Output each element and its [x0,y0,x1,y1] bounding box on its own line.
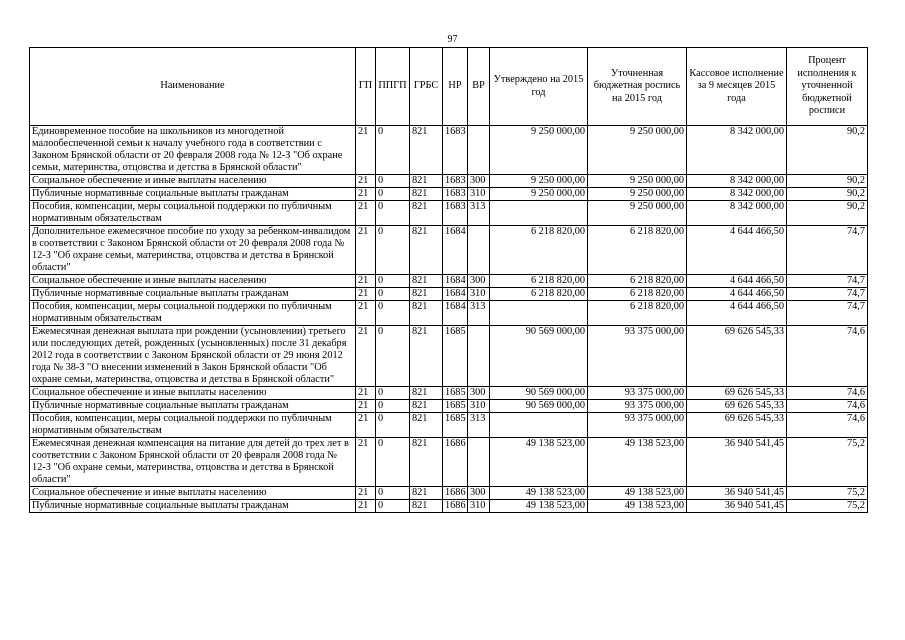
cell-ppgp: 0 [376,387,410,400]
cell-gp: 21 [356,487,376,500]
header-ppgp: ППГП [376,48,410,126]
cell-approved: 9 250 000,00 [490,175,588,188]
cell-approved: 90 569 000,00 [490,387,588,400]
cell-approved: 90 569 000,00 [490,400,588,413]
cell-approved: 6 218 820,00 [490,226,588,275]
cell-gp: 21 [356,275,376,288]
cell-grbs: 821 [410,438,443,487]
cell-grbs: 821 [410,500,443,513]
cell-approved: 6 218 820,00 [490,275,588,288]
cell-np: 1683 [443,201,468,226]
cell-refined: 9 250 000,00 [588,188,687,201]
cell-vr: 310 [468,288,490,301]
cell-gp: 21 [356,226,376,275]
header-percent: Процент исполнения к уточненной бюджетной росписи [787,48,868,126]
cell-np: 1685 [443,413,468,438]
cell-refined: 49 138 523,00 [588,487,687,500]
cell-percent: 74,6 [787,400,868,413]
cell-vr: 300 [468,175,490,188]
cell-cash: 69 626 545,33 [687,413,787,438]
cell-ppgp: 0 [376,188,410,201]
cell-approved: 6 218 820,00 [490,288,588,301]
cell-percent: 74,7 [787,288,868,301]
cell-name: Дополнительное ежемесячное пособие по уходу за ребенком-инвалидом в соответствии с Законом Брянской области от 20 февраля 2008 года № 12-З "Об охране семьи, материнства, отцовства и детства в Брянской области" [30,226,356,275]
cell-refined: 93 375 000,00 [588,387,687,400]
table-row [30,175,868,188]
cell-grbs: 821 [410,326,443,387]
cell-np: 1686 [443,487,468,500]
cell-percent: 75,2 [787,500,868,513]
cell-percent: 74,6 [787,387,868,400]
cell-refined: 9 250 000,00 [588,175,687,188]
cell-approved: 49 138 523,00 [490,438,588,487]
cell-np: 1683 [443,126,468,175]
cell-percent: 75,2 [787,487,868,500]
header-gp: ГП [356,48,376,126]
cell-name: Пособия, компенсации, меры социальной поддержки по публичным нормативным обязательствам [30,201,356,226]
cell-vr: 310 [468,188,490,201]
cell-ppgp: 0 [376,500,410,513]
cell-ppgp: 0 [376,400,410,413]
cell-np: 1684 [443,288,468,301]
cell-ppgp: 0 [376,275,410,288]
cell-gp: 21 [356,175,376,188]
table-row [30,400,868,413]
cell-np: 1685 [443,387,468,400]
header-approved: Утверждено на 2015 год [490,48,588,126]
cell-grbs: 821 [410,400,443,413]
cell-name: Публичные нормативные социальные выплаты гражданам [30,288,356,301]
cell-refined: 93 375 000,00 [588,400,687,413]
cell-vr [468,326,490,387]
cell-percent: 75,2 [787,438,868,487]
cell-gp: 21 [356,201,376,226]
cell-name: Социальное обеспечение и иные выплаты населению [30,387,356,400]
cell-name: Пособия, компенсации, меры социальной поддержки по публичным нормативным обязательствам [30,413,356,438]
cell-ppgp: 0 [376,226,410,275]
cell-cash: 8 342 000,00 [687,126,787,175]
cell-gp: 21 [356,188,376,201]
cell-refined: 6 218 820,00 [588,288,687,301]
cell-name: Социальное обеспечение и иные выплаты населению [30,175,356,188]
cell-gp: 21 [356,438,376,487]
cell-name: Ежемесячная денежная выплата при рождении (усыновлении) третьего или последующих детей, рожденных (усыновленных) после 31 декабря 2012 года в соответствии с Законом Брянской области от 29 июня 2012 года № 38-З "О внесении изменений в Закон Брянской области "Об охране семьи, материнства, отцовства и детства в Брянской области" [30,326,356,387]
table-row [30,326,868,387]
cell-grbs: 821 [410,201,443,226]
table-row [30,188,868,201]
table-row [30,413,868,438]
cell-percent: 74,7 [787,226,868,275]
cell-np: 1686 [443,438,468,487]
cell-vr [468,226,490,275]
cell-approved: 49 138 523,00 [490,487,588,500]
cell-cash: 36 940 541,45 [687,500,787,513]
cell-gp: 21 [356,126,376,175]
table-row [30,201,868,226]
cell-grbs: 821 [410,487,443,500]
table-row [30,301,868,326]
cell-vr: 300 [468,487,490,500]
cell-percent: 90,2 [787,188,868,201]
cell-cash: 36 940 541,45 [687,438,787,487]
table-row [30,275,868,288]
cell-approved: 9 250 000,00 [490,188,588,201]
cell-refined: 49 138 523,00 [588,500,687,513]
cell-np: 1684 [443,275,468,288]
cell-cash: 8 342 000,00 [687,201,787,226]
cell-grbs: 821 [410,226,443,275]
cell-gp: 21 [356,301,376,326]
cell-vr: 313 [468,301,490,326]
header-refined: Уточненная бюджетная роспись на 2015 год [588,48,687,126]
cell-ppgp: 0 [376,438,410,487]
table-row [30,226,868,275]
cell-ppgp: 0 [376,175,410,188]
cell-gp: 21 [356,400,376,413]
cell-percent: 74,6 [787,413,868,438]
budget-table [29,47,868,513]
cell-np: 1686 [443,500,468,513]
cell-grbs: 821 [410,288,443,301]
cell-refined: 9 250 000,00 [588,126,687,175]
cell-name: Социальное обеспечение и иные выплаты населению [30,487,356,500]
cell-vr: 300 [468,275,490,288]
cell-gp: 21 [356,413,376,438]
cell-gp: 21 [356,387,376,400]
cell-cash: 4 644 466,50 [687,275,787,288]
cell-ppgp: 0 [376,487,410,500]
cell-percent: 90,2 [787,126,868,175]
table-row [30,500,868,513]
header-grbs: ГРБС [410,48,443,126]
cell-name: Публичные нормативные социальные выплаты гражданам [30,500,356,513]
cell-refined: 49 138 523,00 [588,438,687,487]
cell-percent: 74,7 [787,275,868,288]
cell-cash: 36 940 541,45 [687,487,787,500]
cell-grbs: 821 [410,175,443,188]
cell-refined: 93 375 000,00 [588,413,687,438]
cell-vr: 313 [468,201,490,226]
cell-np: 1685 [443,400,468,413]
cell-approved [490,301,588,326]
cell-ppgp: 0 [376,288,410,301]
cell-refined: 6 218 820,00 [588,301,687,326]
cell-cash: 8 342 000,00 [687,175,787,188]
cell-name: Социальное обеспечение и иные выплаты населению [30,275,356,288]
cell-vr: 300 [468,387,490,400]
cell-name: Публичные нормативные социальные выплаты гражданам [30,188,356,201]
cell-vr: 313 [468,413,490,438]
cell-grbs: 821 [410,387,443,400]
cell-np: 1683 [443,188,468,201]
cell-percent: 90,2 [787,175,868,188]
cell-name: Публичные нормативные социальные выплаты гражданам [30,400,356,413]
cell-ppgp: 0 [376,413,410,438]
cell-percent: 74,7 [787,301,868,326]
cell-percent: 74,6 [787,326,868,387]
cell-approved: 49 138 523,00 [490,500,588,513]
cell-gp: 21 [356,326,376,387]
cell-cash: 4 644 466,50 [687,288,787,301]
table-header-row [30,48,868,126]
header-cash: Кассовое исполнение за 9 месяцев 2015 года [687,48,787,126]
cell-cash: 69 626 545,33 [687,326,787,387]
cell-name: Ежемесячная денежная компенсация на питание для детей до трех лет в соответствии с Законом Брянской области от 20 февраля 2008 года № 12-З "Об охране семьи, материнства, отцовства и детства в Брянской области" [30,438,356,487]
cell-vr [468,126,490,175]
cell-vr: 310 [468,500,490,513]
cell-refined: 6 218 820,00 [588,226,687,275]
cell-ppgp: 0 [376,326,410,387]
cell-np: 1685 [443,326,468,387]
table-row [30,126,868,175]
cell-grbs: 821 [410,413,443,438]
header-np: НР [443,48,468,126]
cell-np: 1684 [443,301,468,326]
page-number: 97 [447,34,458,45]
cell-cash: 69 626 545,33 [687,400,787,413]
cell-grbs: 821 [410,301,443,326]
cell-ppgp: 0 [376,301,410,326]
cell-approved [490,413,588,438]
cell-grbs: 821 [410,188,443,201]
cell-refined: 9 250 000,00 [588,201,687,226]
cell-ppgp: 0 [376,126,410,175]
cell-np: 1684 [443,226,468,275]
cell-approved [490,201,588,226]
cell-vr: 310 [468,400,490,413]
cell-vr [468,438,490,487]
cell-np: 1683 [443,175,468,188]
cell-cash: 8 342 000,00 [687,188,787,201]
cell-ppgp: 0 [376,201,410,226]
table-row [30,387,868,400]
cell-cash: 4 644 466,50 [687,301,787,326]
cell-grbs: 821 [410,275,443,288]
cell-grbs: 821 [410,126,443,175]
header-name: Наименование [30,48,356,126]
table-row [30,438,868,487]
cell-cash: 69 626 545,33 [687,387,787,400]
cell-refined: 6 218 820,00 [588,275,687,288]
cell-cash: 4 644 466,50 [687,226,787,275]
cell-approved: 9 250 000,00 [490,126,588,175]
table-row [30,487,868,500]
cell-name: Пособия, компенсации, меры социальной поддержки по публичным нормативным обязательствам [30,301,356,326]
header-vr: ВР [468,48,490,126]
cell-refined: 93 375 000,00 [588,326,687,387]
cell-gp: 21 [356,288,376,301]
cell-percent: 90,2 [787,201,868,226]
table-row [30,288,868,301]
cell-gp: 21 [356,500,376,513]
cell-name: Единовременное пособие на школьников из многодетной малообеспеченной семьи к началу учебного года в соответствии с Законом Брянской области от 20 февраля 2008 года № 12-З "Об охране семьи, материнства, отцовства и детства в Брянской области" [30,126,356,175]
cell-approved: 90 569 000,00 [490,326,588,387]
table-body [30,126,868,513]
